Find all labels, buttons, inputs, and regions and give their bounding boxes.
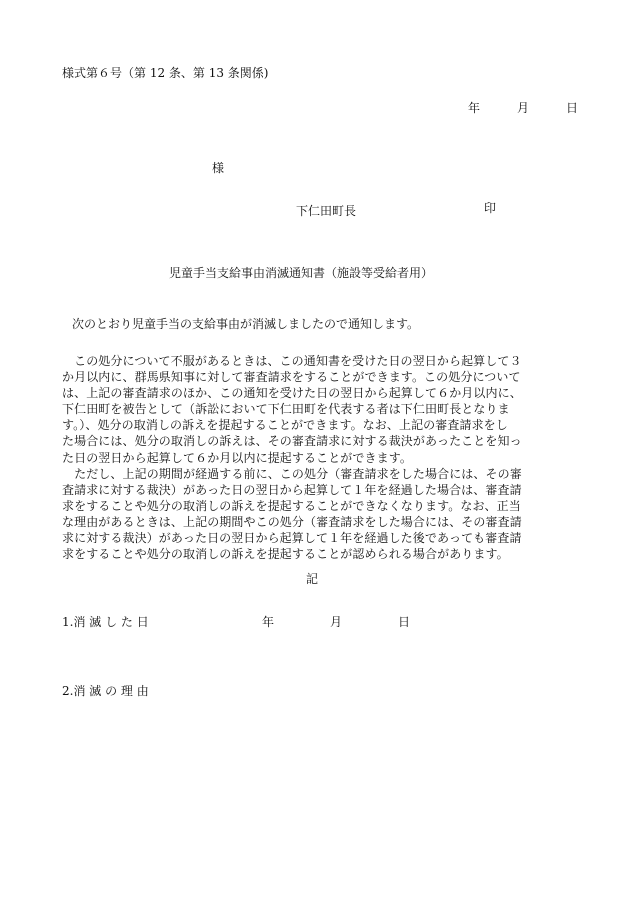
body-line: 求に対する裁決）があった日の翌日から起算して１年を経過した後であっても審査請 [62, 531, 522, 546]
body-line: か月以内に、群馬県知事に対して審査請求をすることができます。この処分について [62, 370, 521, 385]
document-title: 児童手当支給事由消滅通知書（施設等受給者用） [169, 266, 434, 280]
body-line: た場合には、処分の取消しの訴えは、その審査請求に対する裁決があったことを知っ [62, 434, 522, 449]
body-line: 下仁田町を被告として（訴訟において下仁田町を代表する者は下仁田町長となりま [62, 402, 510, 417]
body-line: は、上記の審査請求のほか、この通知を受けた日の翌日から起算して６か月以内に、 [62, 386, 522, 401]
record-heading: 記 [306, 572, 319, 586]
date-year-label: 年 [468, 101, 481, 115]
appeal-notice-body [62, 353, 572, 562]
extinction-year-label: 年 [262, 615, 275, 629]
date-month-label: 月 [516, 101, 529, 115]
date-day-label: 日 [565, 101, 578, 115]
extinction-date-label: 1.消 滅 し た 日 [62, 615, 149, 629]
form-number: 様式第６号（第 12 条、第 13 条関係) [62, 66, 269, 80]
addressee-suffix: 様 [212, 161, 225, 175]
extinction-reason-label: 2.消 滅 の 理 由 [62, 684, 149, 698]
issuer-name: 下仁田町長 [296, 204, 357, 218]
intro-text: 次のとおり児童手当の支給事由が消滅しましたので通知します。 [72, 317, 420, 331]
body-line: な理由があるときは、上記の期間やこの処分（審査請求をした場合には、その審査請 [62, 514, 522, 529]
date-line [468, 99, 578, 116]
extinction-day-label: 日 [397, 615, 410, 629]
seal-mark: 印 [484, 201, 497, 215]
body-line: ただし、上記の期間が経過する前に、この処分（審査請求をした場合には、その審 [62, 466, 522, 481]
body-line: この処分について不服があるときは、この通知書を受けた日の翌日から起算して３ [62, 354, 522, 368]
extinction-month-label: 月 [329, 615, 342, 629]
body-line: た日の翌日から起算して６か月以内に提起することができます。 [62, 450, 412, 465]
extinction-date-fields [262, 613, 410, 630]
body-line: 査請求に対する裁決）があった日の翌日から起算して１年を経過した場合は、審査請 [62, 482, 522, 497]
body-line: 求をすることや処分の取消しの訴えを提起することができなくなります。なお、正当 [62, 498, 521, 513]
body-line: 求をすることや処分の取消しの訴えを提起することが認められる場合があります。 [62, 547, 509, 562]
body-line: す。）、処分の取消しの訴えを提起することができます。なお、上記の審査請求をし [62, 418, 508, 433]
